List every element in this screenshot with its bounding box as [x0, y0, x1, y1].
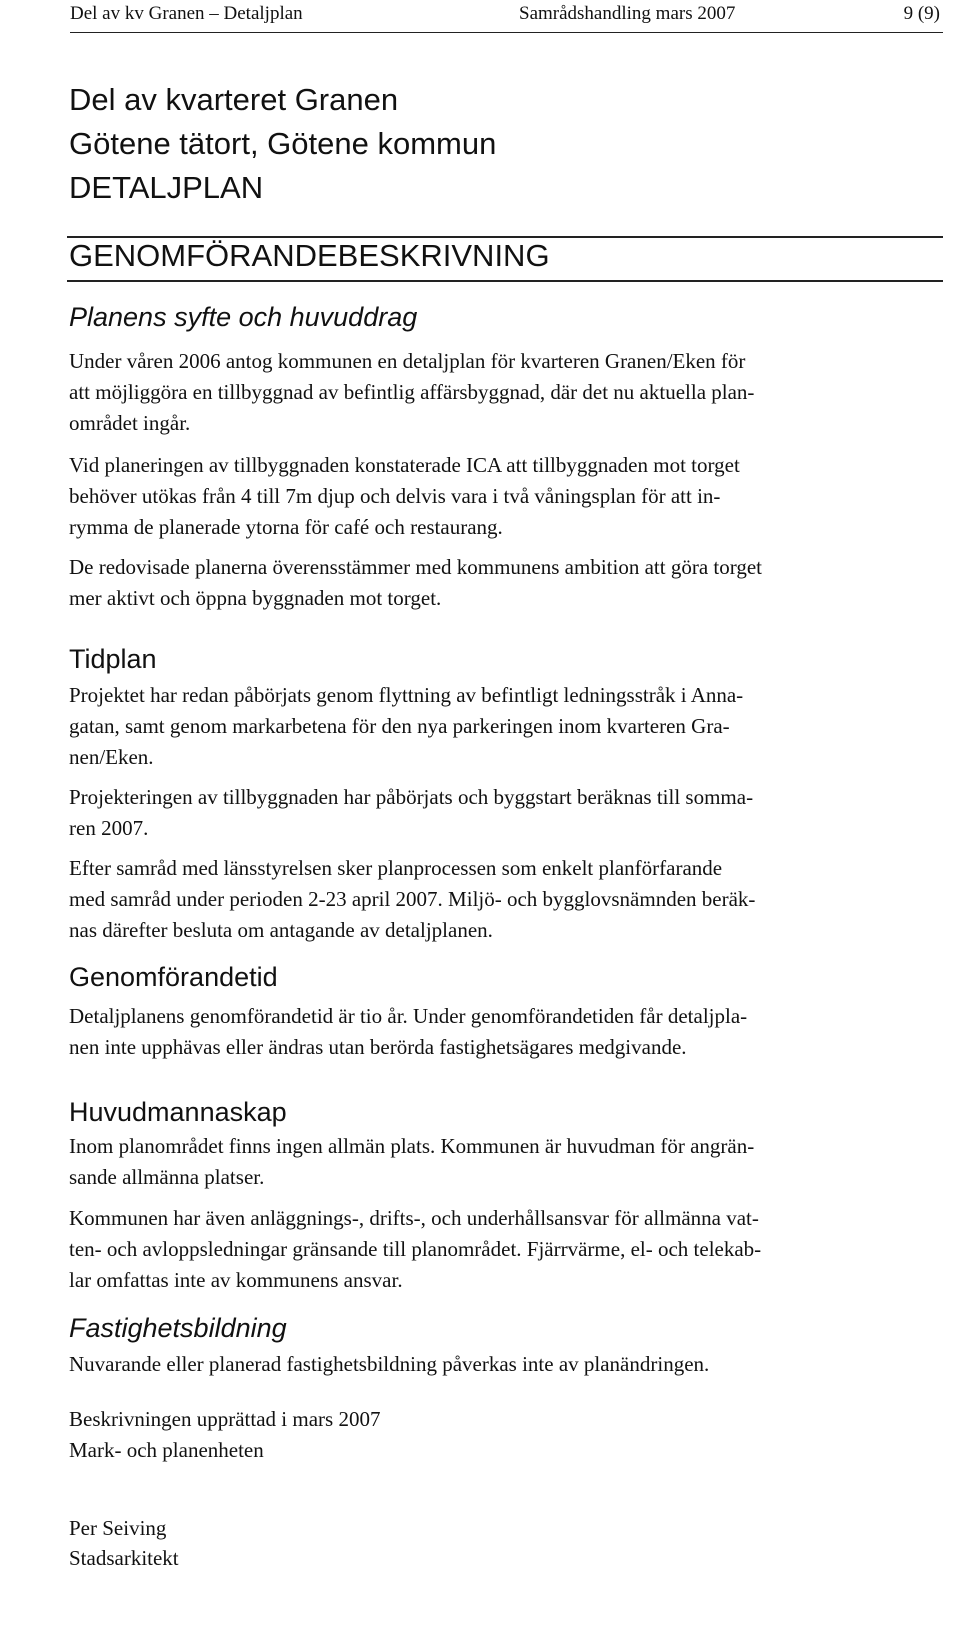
text-line: sande allmänna platser. [69, 1165, 265, 1189]
bottom-divider [67, 280, 943, 282]
text-line: mer aktivt och öppna byggnaden mot torget. [69, 586, 442, 610]
text-line: Efter samråd med länsstyrelsen sker planprocessen som enkelt planförfarande [69, 856, 723, 880]
signature-title: Stadsarkitekt [69, 1546, 179, 1570]
text-line: behöver utökas från 4 till 7m djup och delvis vara i två våningsplan för att in- [69, 484, 721, 508]
closing-line-2: Mark- och planenheten [69, 1438, 264, 1462]
heading-genomforandetid: Genomförandetid [69, 962, 278, 992]
paragraph-syfte-1 [69, 346, 939, 439]
paragraph-tidplan-2 [69, 782, 939, 844]
title-line-2: Götene tätort, Götene kommun [69, 126, 497, 161]
text-line: Under våren 2006 antog kommunen en detaljplan för kvarteren Granen/Eken för [69, 349, 746, 373]
paragraph-syfte-2 [69, 450, 939, 543]
paragraph-huvudmannaskap-2 [69, 1203, 939, 1296]
header-document-title: Del av kv Granen – Detaljplan [70, 3, 303, 24]
signature-name: Per Seiving [69, 1516, 167, 1540]
paragraph-fastighetsbildning-1 [69, 1349, 939, 1380]
paragraph-tidplan-1 [69, 680, 939, 773]
text-line: området ingår. [69, 411, 191, 435]
header-page-number: 9 (9) [903, 3, 940, 24]
text-line: Inom planområdet finns ingen allmän plats. Kommunen är huvudman för angrän- [69, 1134, 755, 1158]
text-line: rymma de planerade ytorna för café och restaurang. [69, 515, 503, 539]
header-status-date: Samrådshandling mars 2007 [519, 3, 736, 24]
text-line: De redovisade planerna överensstämmer med kommunens ambition att göra torget [69, 555, 762, 579]
document-title-block [69, 78, 496, 210]
paragraph-syfte-3 [69, 552, 939, 614]
heading-planens-syfte: Planens syfte och huvuddrag [69, 302, 418, 332]
text-line: Projekteringen av tillbyggnaden har påbörjats och byggstart beräknas till somma- [69, 785, 754, 809]
text-line: nas därefter besluta om antagande av detaljplanen. [69, 918, 493, 942]
text-line: lar omfattas inte av kommunens ansvar. [69, 1268, 403, 1292]
heading-fastighetsbildning: Fastighetsbildning [69, 1313, 287, 1343]
title-line-1: Del av kvarteret Granen [69, 82, 399, 117]
signature-block [69, 1513, 939, 1573]
running-header [70, 2, 943, 33]
paragraph-huvudmannaskap-1 [69, 1131, 939, 1193]
section-title: GENOMFÖRANDEBESKRIVNING [69, 238, 550, 273]
text-line: Kommunen har även anläggnings-, drifts-, och underhållsansvar för allmänna vat- [69, 1206, 759, 1230]
text-line: Projektet har redan påbörjats genom flyttning av befintligt ledningsstråk i Anna- [69, 683, 744, 707]
text-line: nen inte upphävas eller ändras utan berörda fastighetsägares medgivande. [69, 1035, 687, 1059]
closing-line-1: Beskrivningen upprättad i mars 2007 [69, 1407, 381, 1431]
closing-block [69, 1404, 939, 1466]
paragraph-tidplan-3 [69, 853, 939, 946]
heading-huvudmannaskap: Huvudmannaskap [69, 1097, 287, 1127]
text-line: Nuvarande eller planerad fastighetsbildning påverkas inte av planändringen. [69, 1352, 710, 1376]
title-line-3: DETALJPLAN [69, 170, 264, 205]
text-line: nen/Eken. [69, 745, 154, 769]
text-line: att möjliggöra en tillbyggnad av befintlig affärsbyggnad, där det nu aktuella plan- [69, 380, 755, 404]
text-line: ren 2007. [69, 816, 149, 840]
text-line: ten- och avloppsledningar gränsande till planområdet. Fjärrvärme, el- och telekab- [69, 1237, 762, 1261]
text-line: Detaljplanens genomförandetid är tio år. Under genomförandetiden får detaljpla- [69, 1004, 748, 1028]
text-line: med samråd under perioden 2-23 april 2007. Miljö- och bygglovsnämnden beräk- [69, 887, 756, 911]
text-line: Vid planeringen av tillbyggnaden konstaterade ICA att tillbyggnaden mot torget [69, 453, 740, 477]
paragraph-genomforandetid-1 [69, 1001, 939, 1063]
heading-tidplan: Tidplan [69, 644, 157, 674]
text-line: gatan, samt genom markarbetena för den nya parkeringen inom kvarteren Gra- [69, 714, 730, 738]
